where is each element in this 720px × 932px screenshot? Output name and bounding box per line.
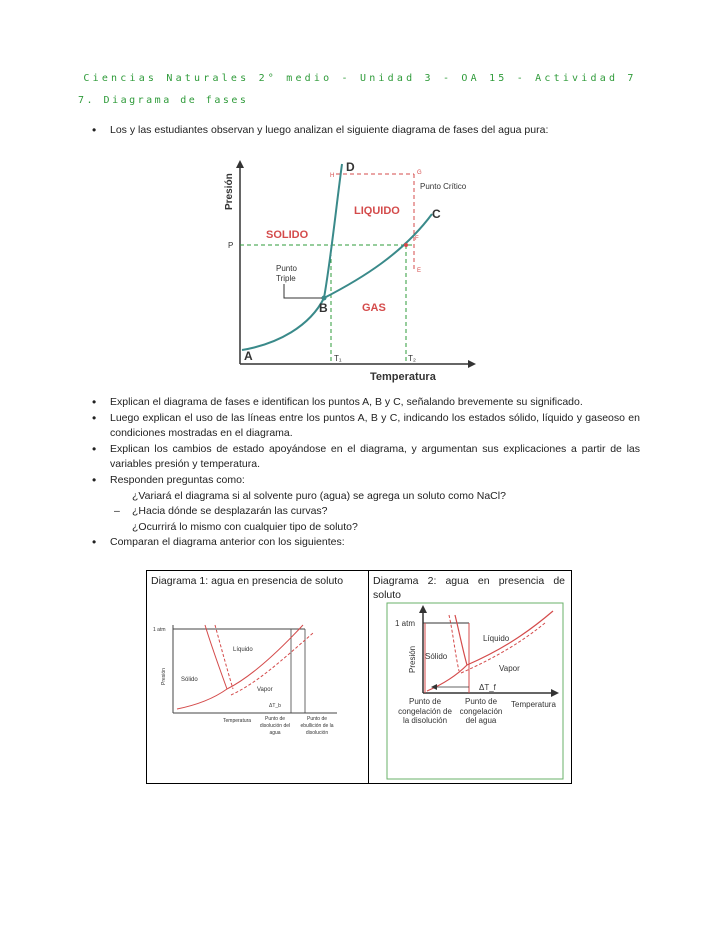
d1-label-fusion: Punto de disolución del agua	[259, 716, 291, 736]
phase-diagram-water	[218, 158, 478, 390]
y-axis-label: Presión	[224, 173, 235, 210]
intro-list	[92, 123, 640, 139]
critical-point-label-box	[420, 182, 468, 208]
x-axis-label: Temperatura	[370, 371, 436, 383]
question-item: – ¿Hacia dónde se desplazarán las curvas?	[92, 504, 640, 520]
d1-label-ebull: Punto de ebullición de la disolución	[300, 716, 334, 736]
point-d: D	[346, 160, 355, 174]
diagram1-figure	[147, 605, 369, 785]
critical-point-label: Punto Crítico	[420, 182, 467, 191]
point-a: A	[244, 349, 253, 363]
intro-item: • Los y las estudiantes observan y luego analizan el siguiente diagrama de fases del agua pura:	[92, 123, 640, 139]
diagram2-title: Diagrama 2: agua en presencia de soluto	[373, 575, 565, 601]
fusion-curve	[324, 164, 342, 298]
region-gas: GAS	[362, 302, 386, 314]
d2-label-sol-freeze: Punto de congelación de la disolución	[398, 697, 452, 725]
d2-y-axis-arrow	[419, 605, 427, 613]
question-item: ¿Ocurrirá lo mismo con cualquier tipo de soluto?	[132, 520, 358, 533]
d1-vapor-curve-solution	[231, 633, 313, 695]
comparison-table	[146, 570, 572, 784]
question-item: ¿Variará el diagrama si al solvente puro (agua) se agrega un soluto como NaCl?	[132, 489, 506, 502]
d2-delta: ΔT_f	[479, 683, 496, 692]
activity-item: • Responden preguntas como:	[92, 473, 640, 489]
d2-xlabel: Temperatura	[511, 700, 556, 709]
diagram1-cell	[147, 571, 369, 783]
activity-item: • Explican el diagrama de fases e identifican los puntos A, B y C, señalando brevemente su significado.	[92, 395, 640, 411]
triple-point-label-box	[276, 264, 316, 286]
point-b-dot	[322, 296, 327, 301]
point-f: F	[415, 236, 419, 242]
activities-list	[92, 395, 640, 551]
d2-label-sol-freeze-box	[397, 697, 453, 753]
d1-delta: ΔT_b	[269, 703, 281, 709]
activity-item: • Explican los cambios de estado apoyándose en el diagrama, y argumentan sus explicaciones a partir de las variables presión y temperatura.	[92, 442, 640, 473]
y-axis-arrow	[236, 160, 244, 168]
d2-vapor: Vapor	[499, 664, 520, 673]
d2-ylabel: Presión	[408, 645, 417, 673]
diagram2-figure	[369, 601, 571, 781]
region-liquid: LIQUIDO	[354, 205, 400, 217]
vaporization-curve	[324, 214, 432, 298]
tick-t2: T₂	[408, 354, 416, 363]
d2-label-water-freeze: Punto de congelación del agua	[459, 697, 503, 725]
d2-solid: Sólido	[425, 652, 448, 661]
d1-fusion-curve	[205, 625, 227, 689]
d1-label-fusion-box	[259, 716, 291, 762]
d2-label-water-freeze-box	[455, 697, 507, 753]
triple-point-label: Punto Triple	[276, 264, 297, 283]
triple-point-pointer	[284, 284, 322, 298]
d2-x-axis-arrow	[551, 689, 559, 697]
activity-item: • Comparan el diagrama anterior con los siguientes:	[92, 535, 640, 551]
activity-item: • Luego explican el uso de las líneas entre los puntos A, B y C, indicando los estados sólido, líquido y gaseoso en condiciones mostradas en el diagrama.	[92, 411, 640, 442]
d2-atm: 1 atm	[395, 619, 416, 628]
point-h: H	[330, 173, 335, 179]
x-axis-arrow	[468, 360, 476, 368]
d1-label-ebull-box	[299, 716, 335, 762]
point-f-dot	[404, 243, 408, 247]
tick-p: P	[228, 241, 234, 250]
diagram1-title: Diagrama 1: agua en presencia de soluto	[151, 575, 344, 587]
region-solid: SOLIDO	[266, 229, 309, 241]
d1-xlabel: Temperatura	[223, 718, 252, 724]
d1-vapor-curve	[227, 625, 303, 689]
section-title: 7. Diagrama de fases	[78, 95, 249, 106]
d1-liquid: Líquido	[233, 647, 253, 653]
d1-solid: Sólido	[181, 677, 198, 683]
sublimation-curve	[242, 298, 324, 350]
point-b: B	[319, 301, 328, 315]
point-g: G	[417, 170, 422, 176]
d2-vapor-curve	[467, 611, 553, 665]
d2-liquid: Líquido	[483, 634, 510, 643]
diagram2-cell	[369, 571, 571, 783]
d1-sublimation-curve	[177, 689, 227, 709]
point-e: E	[417, 268, 422, 274]
page-header: Ciencias Naturales 2° medio - Unidad 3 - OA 15 - Actividad 7	[83, 73, 637, 84]
d1-ylabel: Presión	[161, 668, 167, 685]
point-c: C	[432, 207, 441, 221]
d1-vapor: Vapor	[257, 687, 273, 693]
d1-atm: 1 atm	[153, 627, 166, 633]
tick-t1: T₁	[334, 354, 342, 363]
